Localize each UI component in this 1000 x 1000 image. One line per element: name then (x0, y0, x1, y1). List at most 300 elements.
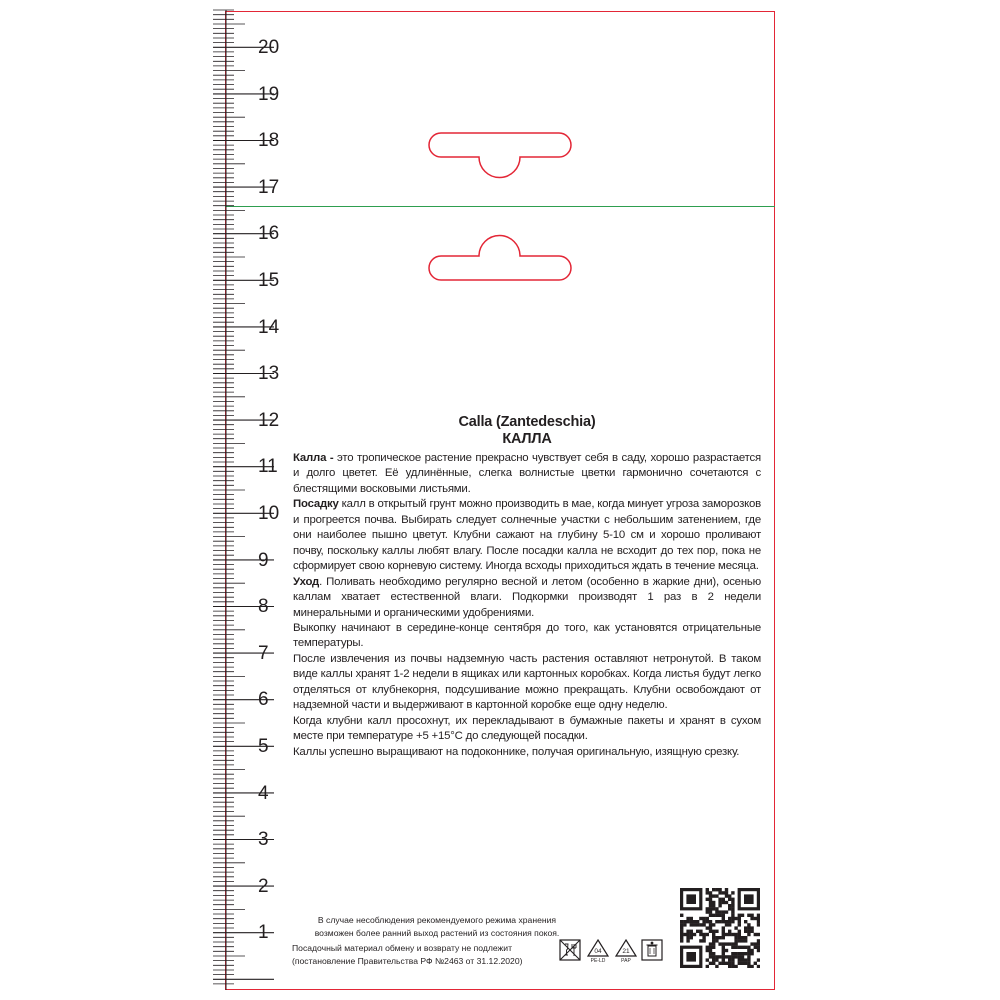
qr-module (718, 955, 721, 958)
qr-module (738, 962, 741, 965)
qr-module (734, 946, 737, 949)
qr-module (706, 946, 709, 949)
qr-module (722, 891, 725, 894)
ruler-label: 3 (258, 829, 269, 851)
qr-module (731, 946, 734, 949)
qr-module (741, 936, 744, 939)
qr-module (712, 946, 715, 949)
qr-module (702, 936, 705, 939)
qr-module (712, 901, 715, 904)
ruler-label: 17 (258, 176, 280, 198)
qr-module (754, 917, 757, 920)
qr-module (725, 910, 728, 913)
qr-module (718, 920, 721, 923)
care-paragraph: Уход. Поливать необходимо регулярно весной и летом (особенно в жаркие дни), осенью каллам хватает естественной влаги. Подкормки производят 1 раз в 2 недели минеральными и органическими удобрениями. (293, 575, 761, 619)
qr-module (722, 936, 725, 939)
qr-module (728, 894, 731, 897)
qr-module (702, 939, 705, 942)
qr-module (750, 952, 753, 955)
qr-module (715, 939, 718, 942)
ruler-label: 1 (258, 922, 269, 944)
qr-module (706, 898, 709, 901)
qr-module (709, 923, 712, 926)
qr-module (744, 962, 747, 965)
qr-module (718, 914, 721, 917)
qr-module (709, 891, 712, 894)
qr-module (747, 958, 750, 961)
qr-module (741, 939, 744, 942)
drying-paragraph: Когда клубни калл просохнут, их перекладывают в бумажные пакеты и хранят в сухом месте при температуре +5 +15°С до следующей посадки. (293, 714, 761, 743)
qr-module (699, 917, 702, 920)
qr-module (718, 962, 721, 965)
qr-module (706, 920, 709, 923)
qr-module (738, 955, 741, 958)
qr-module (747, 930, 750, 933)
qr-module (744, 958, 747, 961)
qr-module (738, 933, 741, 936)
ruler-label: 9 (258, 549, 269, 571)
ruler-label: 10 (258, 503, 280, 524)
qr-module (738, 917, 741, 920)
planting-heading: Посадку (293, 498, 339, 511)
pe-ld-code: 04 (594, 948, 602, 955)
qr-module (754, 942, 757, 945)
qr-module (718, 888, 721, 891)
qr-module (728, 958, 731, 961)
qr-module (709, 930, 712, 933)
product-description (293, 414, 761, 760)
ruler-label: 4 (258, 782, 269, 804)
qr-module (722, 962, 725, 965)
qr-module (731, 914, 734, 917)
qr-module (680, 914, 683, 917)
qr-module (712, 955, 715, 958)
qr-module (728, 933, 731, 936)
qr-module (747, 923, 750, 926)
qr-module (709, 946, 712, 949)
qr-module (725, 920, 728, 923)
qr-module (715, 894, 718, 897)
qr-module (744, 952, 747, 955)
qr-module (709, 904, 712, 907)
qr-module (728, 930, 731, 933)
qr-module (722, 898, 725, 901)
ruler-label: 13 (258, 363, 280, 385)
qr-module (731, 942, 734, 945)
qr-module (741, 914, 744, 917)
qr-module (747, 965, 750, 968)
qr-module (731, 965, 734, 968)
qr-module (728, 942, 731, 945)
qr-module (722, 946, 725, 949)
qr-module (757, 942, 760, 945)
qr-module (686, 936, 689, 939)
ruler-label: 8 (258, 596, 269, 618)
qr-module (738, 958, 741, 961)
qr-module (706, 917, 709, 920)
qr-module (734, 936, 737, 939)
qr-module (712, 923, 715, 926)
qr-module (709, 901, 712, 904)
qr-module (757, 923, 760, 926)
qr-module (718, 910, 721, 913)
qr-module (715, 930, 718, 933)
footer-notes (292, 914, 582, 967)
qr-module (754, 946, 757, 949)
qr-module (741, 952, 744, 955)
qr-module (693, 920, 696, 923)
qr-module (690, 936, 693, 939)
qr-module (725, 949, 728, 952)
qr-module (725, 891, 728, 894)
qr-module (722, 901, 725, 904)
qr-module (715, 914, 718, 917)
qr-module (712, 933, 715, 936)
windowsill-paragraph: Каллы успешно выращивают на подоконнике, получая оригинальную, изящную срезку. (293, 745, 740, 758)
qr-module (750, 949, 753, 952)
storage-warning-line1: В случае несоблюдения рекомендуемого режима хранения (317, 915, 557, 925)
qr-module (715, 958, 718, 961)
qr-module (706, 958, 709, 961)
qr-module (722, 930, 725, 933)
qr-module (738, 914, 741, 917)
qr-module (731, 891, 734, 894)
qr-module (750, 930, 753, 933)
qr-module (741, 962, 744, 965)
ruler-label: 14 (258, 316, 280, 338)
qr-module (686, 933, 689, 936)
qr-module (712, 888, 715, 891)
packaging-marks (558, 938, 662, 970)
qr-module (680, 930, 683, 933)
qr-module (738, 946, 741, 949)
qr-module (686, 917, 689, 920)
qr-module (712, 907, 715, 910)
qr-module (690, 917, 693, 920)
qr-module (744, 926, 747, 929)
qr-module (699, 930, 702, 933)
qr-module (731, 910, 734, 913)
qr-module (750, 926, 753, 929)
qr-module (709, 907, 712, 910)
ruler-label: 11 (258, 456, 278, 478)
qr-module (699, 933, 702, 936)
qr-module (706, 926, 709, 929)
qr-module (731, 958, 734, 961)
qr-module (712, 952, 715, 955)
qr-module (725, 888, 728, 891)
qr-module (731, 933, 734, 936)
qr-module (699, 939, 702, 942)
qr-module (702, 920, 705, 923)
qr-module (741, 958, 744, 961)
qr-module (757, 920, 760, 923)
qr-module (731, 920, 734, 923)
qr-module (741, 946, 744, 949)
qr-module (680, 920, 683, 923)
qr-module (718, 891, 721, 894)
qr-module (734, 926, 737, 929)
ruler-label: 5 (258, 736, 269, 757)
qr-module (738, 920, 741, 923)
qr-module (715, 965, 718, 968)
qr-module (722, 917, 725, 920)
qr-module (709, 910, 712, 913)
return-policy-line1: Посадочный материал обмену и возврату не подлежит (292, 943, 513, 953)
return-policy-line2: (постановление Правительства РФ №2463 от 31.12.2020) (292, 955, 523, 966)
qr-module (680, 923, 683, 926)
qr-module (731, 904, 734, 907)
pe-ld-label: PE-LD (590, 958, 606, 964)
qr-module (690, 930, 693, 933)
qr-module (690, 920, 693, 923)
qr-module (709, 955, 712, 958)
qr-module (757, 914, 760, 917)
qr-module (680, 939, 683, 942)
pap-code: 21 (622, 948, 630, 955)
qr-module (738, 939, 741, 942)
qr-module (709, 949, 712, 952)
qr-module (693, 933, 696, 936)
qr-module (738, 936, 741, 939)
qr-module (718, 904, 721, 907)
qr-module (731, 952, 734, 955)
qr-module (731, 917, 734, 920)
qr-finder-pattern (686, 952, 696, 962)
qr-module (712, 936, 715, 939)
qr-module (757, 946, 760, 949)
qr-module (696, 923, 699, 926)
qr-module (747, 933, 750, 936)
qr-module (738, 930, 741, 933)
qr-module (709, 914, 712, 917)
qr-module (709, 920, 712, 923)
qr-module (731, 962, 734, 965)
qr-module (706, 965, 709, 968)
qr-module (757, 933, 760, 936)
qr-module (757, 965, 760, 968)
qr-module (680, 936, 683, 939)
pap-label: PAP (621, 958, 631, 964)
qr-module (750, 914, 753, 917)
digging-paragraph: Выкопку начинают в середине-конце сентября до того, как установятся отрицательные температуры. (293, 621, 761, 650)
qr-module (722, 955, 725, 958)
qr-module (747, 926, 750, 929)
product-russian-name: КАЛЛА (502, 431, 552, 447)
qr-module (693, 923, 696, 926)
qr-module (712, 962, 715, 965)
qr-module (722, 952, 725, 955)
qr-module (728, 907, 731, 910)
qr-module (712, 904, 715, 907)
qr-module (725, 955, 728, 958)
qr-module (722, 933, 725, 936)
qr-module (747, 914, 750, 917)
qr-module (731, 955, 734, 958)
fold-line (225, 206, 775, 207)
ruler-label: 19 (258, 83, 280, 105)
qr-module (680, 933, 683, 936)
recycle-pap-icon (614, 938, 638, 966)
care-heading: Уход (293, 575, 320, 588)
qr-module (731, 907, 734, 910)
qr-module (734, 952, 737, 955)
qr-module (699, 923, 702, 926)
qr-module (686, 939, 689, 942)
qr-module (738, 952, 741, 955)
qr-module (744, 939, 747, 942)
qr-module (731, 901, 734, 904)
qr-module (718, 898, 721, 901)
qr-module (696, 920, 699, 923)
qr-module (686, 920, 689, 923)
qr-module (715, 907, 718, 910)
qr-module (702, 923, 705, 926)
qr-module (754, 933, 757, 936)
qr-module (712, 914, 715, 917)
qr-module (754, 962, 757, 965)
qr-module (715, 888, 718, 891)
qr-module (718, 936, 721, 939)
qr-finder-pattern (686, 894, 696, 904)
qr-module (731, 898, 734, 901)
qr-module (722, 914, 725, 917)
intro-paragraph: Калла - это тропическое растение прекрасно чувствует себя в саду, хорошо разрастается и долго цветет. Её удлинённые, слегка волнистые цветки гармонично сочетаются с блестящими восковыми листьями. (293, 452, 761, 495)
qr-module (715, 920, 718, 923)
qr-module (702, 917, 705, 920)
qr-module (722, 920, 725, 923)
storage-paragraph: После извлечения из почвы надземную часть растения оставляют нетронутой. В таком виде каллы хранят 1-2 недели в ящиках или картонных коробках. Когда листья будут легко отделяться от клубнекорня, подсушивание можно прекращать. Клубни освобождают от надземной части и выдерживают в картонной коробке еще одну неделю. (293, 652, 761, 712)
qr-module (757, 958, 760, 961)
qr-module (712, 894, 715, 897)
qr-module (747, 962, 750, 965)
qr-module (712, 942, 715, 945)
ruler-label: 20 (258, 37, 280, 58)
qr-module (728, 920, 731, 923)
qr-module (728, 955, 731, 958)
ruler-label: 7 (258, 642, 269, 664)
qr-module (734, 955, 737, 958)
qr-module (709, 926, 712, 929)
trash-bin-icon (640, 938, 664, 966)
ruler-label: 6 (258, 689, 269, 711)
qr-module (706, 933, 709, 936)
recycle-pe-ld-icon (586, 938, 610, 966)
qr-module (718, 942, 721, 945)
qr-module (725, 962, 728, 965)
qr-module (725, 923, 728, 926)
qr-module (728, 904, 731, 907)
qr-module (706, 888, 709, 891)
qr-module (744, 930, 747, 933)
qr-module (709, 894, 712, 897)
qr-module (712, 930, 715, 933)
qr-module (750, 942, 753, 945)
qr-module (757, 917, 760, 920)
storage-warning-line2: возможен более ранний выход растений из состояния покоя. (314, 927, 560, 938)
qr-module (725, 933, 728, 936)
qr-module (728, 962, 731, 965)
qr-module (722, 910, 725, 913)
ruler (0, 0, 300, 1000)
qr-module (718, 901, 721, 904)
qr-module (696, 930, 699, 933)
qr-module (715, 936, 718, 939)
qr-module (728, 917, 731, 920)
qr-module (750, 965, 753, 968)
qr-module (722, 942, 725, 945)
qr-module (715, 955, 718, 958)
qr-module (722, 958, 725, 961)
qr-module (738, 923, 741, 926)
qr-module (747, 955, 750, 958)
qr-finder-pattern (744, 894, 754, 904)
ruler-label: 2 (258, 875, 269, 897)
qr-module (728, 923, 731, 926)
qr-module (750, 917, 753, 920)
qr-module (715, 910, 718, 913)
qr-module (702, 933, 705, 936)
ruler-label: 18 (258, 130, 280, 152)
qr-module (747, 952, 750, 955)
ruler-label: 15 (258, 270, 280, 291)
qr-module (690, 923, 693, 926)
qr-module (725, 894, 728, 897)
qr-module (683, 933, 686, 936)
qr-module (747, 949, 750, 952)
qr-module (706, 910, 709, 913)
qr-module (734, 965, 737, 968)
qr-module (712, 939, 715, 942)
qr-module (709, 952, 712, 955)
intro-heading: Калла - (293, 452, 334, 464)
qr-module (744, 936, 747, 939)
qr-module (683, 923, 686, 926)
qr-module (734, 942, 737, 945)
qr-module (747, 946, 750, 949)
qr-module (757, 939, 760, 942)
qr-module (744, 946, 747, 949)
qr-module (712, 958, 715, 961)
glass-fork-icon (558, 938, 582, 966)
qr-code-icon[interactable] (680, 888, 760, 968)
qr-module (725, 942, 728, 945)
qr-module (734, 917, 737, 920)
qr-module (709, 962, 712, 965)
ruler-label: 12 (258, 409, 280, 431)
qr-module (706, 949, 709, 952)
qr-module (722, 926, 725, 929)
qr-module (690, 933, 693, 936)
qr-module (709, 942, 712, 945)
qr-module (709, 898, 712, 901)
qr-module (757, 949, 760, 952)
qr-module (734, 939, 737, 942)
qr-module (728, 965, 731, 968)
qr-module (725, 901, 728, 904)
qr-module (683, 920, 686, 923)
planting-paragraph: Посадку калл в открытый грунт можно производить в мае, когда минует угроза заморозков и прогреется почва. Выбирать следует солнечные участки с небольшим затенением, где они наиболее пышно цветут. Клубни сажают на глубину 5-10 см и хорошо проливают почву, поскольку каллы любят влагу. После посадки калла не всходит до тех пор, пока не сформирует свою корневую систему. Иногда всходы приходиться ждать в течение месяца. (293, 498, 761, 573)
product-latin-name: Calla (Zantedeschia) (458, 414, 596, 430)
qr-module (706, 891, 709, 894)
ruler-label: 16 (258, 223, 280, 245)
qr-module (706, 907, 709, 910)
qr-module (722, 949, 725, 952)
qr-module (744, 920, 747, 923)
qr-module (728, 898, 731, 901)
qr-module (734, 933, 737, 936)
qr-module (680, 926, 683, 929)
